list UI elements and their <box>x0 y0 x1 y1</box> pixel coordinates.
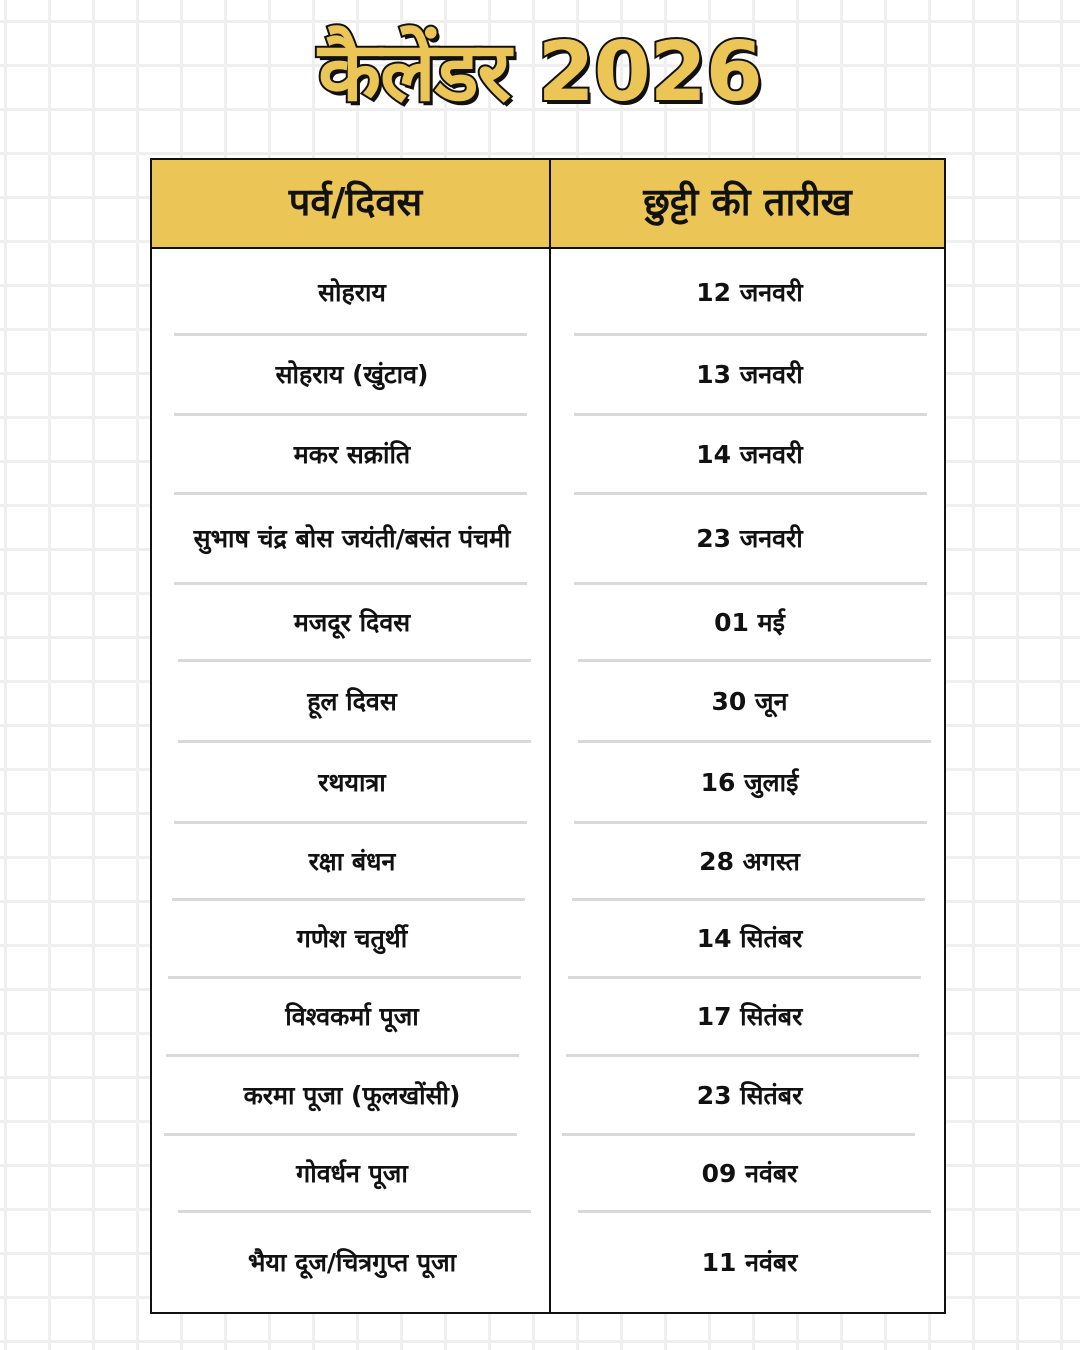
festival-name: मजदूर दिवस <box>293 607 411 637</box>
table-row <box>152 978 944 1056</box>
holiday-date: 16 जुलाई <box>700 767 799 797</box>
festival-name: गोवर्धन पूजा <box>296 1158 408 1188</box>
table-row <box>152 415 944 494</box>
table-row <box>152 900 944 978</box>
table-row <box>152 250 944 335</box>
table-row <box>152 335 944 415</box>
header-holiday-date: छुट्टी की तारीख <box>643 180 852 224</box>
table-row <box>152 823 944 900</box>
table-row <box>152 742 944 823</box>
holiday-date: 13 जनवरी <box>696 360 803 389</box>
page-title: कैलेंडर 2026 <box>318 25 762 120</box>
table-row <box>152 1056 944 1135</box>
holiday-date: 23 सितंबर <box>696 1080 803 1110</box>
holiday-date: 23 जनवरी <box>696 524 803 553</box>
holiday-date: 30 जून <box>711 686 788 716</box>
table-row <box>152 584 944 661</box>
holiday-date: 28 अगस्त <box>699 846 800 876</box>
festival-name: हूल दिवस <box>307 686 397 716</box>
table-row <box>152 1135 944 1212</box>
festival-name: सोहराय (खुंटाव) <box>275 360 429 389</box>
holiday-date: 14 सितंबर <box>696 924 803 953</box>
festival-name: मकर सक्रांति <box>293 439 411 469</box>
holiday-date: 11 नवंबर <box>701 1248 798 1277</box>
festival-name: रक्षा बंधन <box>308 846 396 876</box>
holiday-table <box>150 158 946 1314</box>
table-row <box>152 1212 944 1314</box>
table-header <box>152 160 944 249</box>
festival-name: सोहराय <box>318 277 386 307</box>
table-row <box>152 661 944 742</box>
header-festival: पर्व/दिवस <box>288 180 423 224</box>
festival-name: सुभाष चंद्र बोस जयंती/बसंत पंचमी <box>193 524 511 553</box>
festival-name: गणेश चतुर्थी <box>296 924 408 953</box>
holiday-date: 12 जनवरी <box>696 277 803 307</box>
festival-name: भैया दूज/चित्रगुप्त पूजा <box>247 1248 457 1277</box>
festival-name: रथयात्रा <box>318 767 386 797</box>
festival-name: करमा पूजा (फूलखोंसी) <box>243 1080 461 1110</box>
holiday-date: 01 मई <box>714 607 785 637</box>
holiday-date: 17 सितंबर <box>696 1002 803 1031</box>
holiday-date: 09 नवंबर <box>701 1158 798 1188</box>
table-row <box>152 494 944 584</box>
holiday-date: 14 जनवरी <box>696 439 803 469</box>
festival-name: विश्वकर्मा पूजा <box>285 1002 419 1031</box>
